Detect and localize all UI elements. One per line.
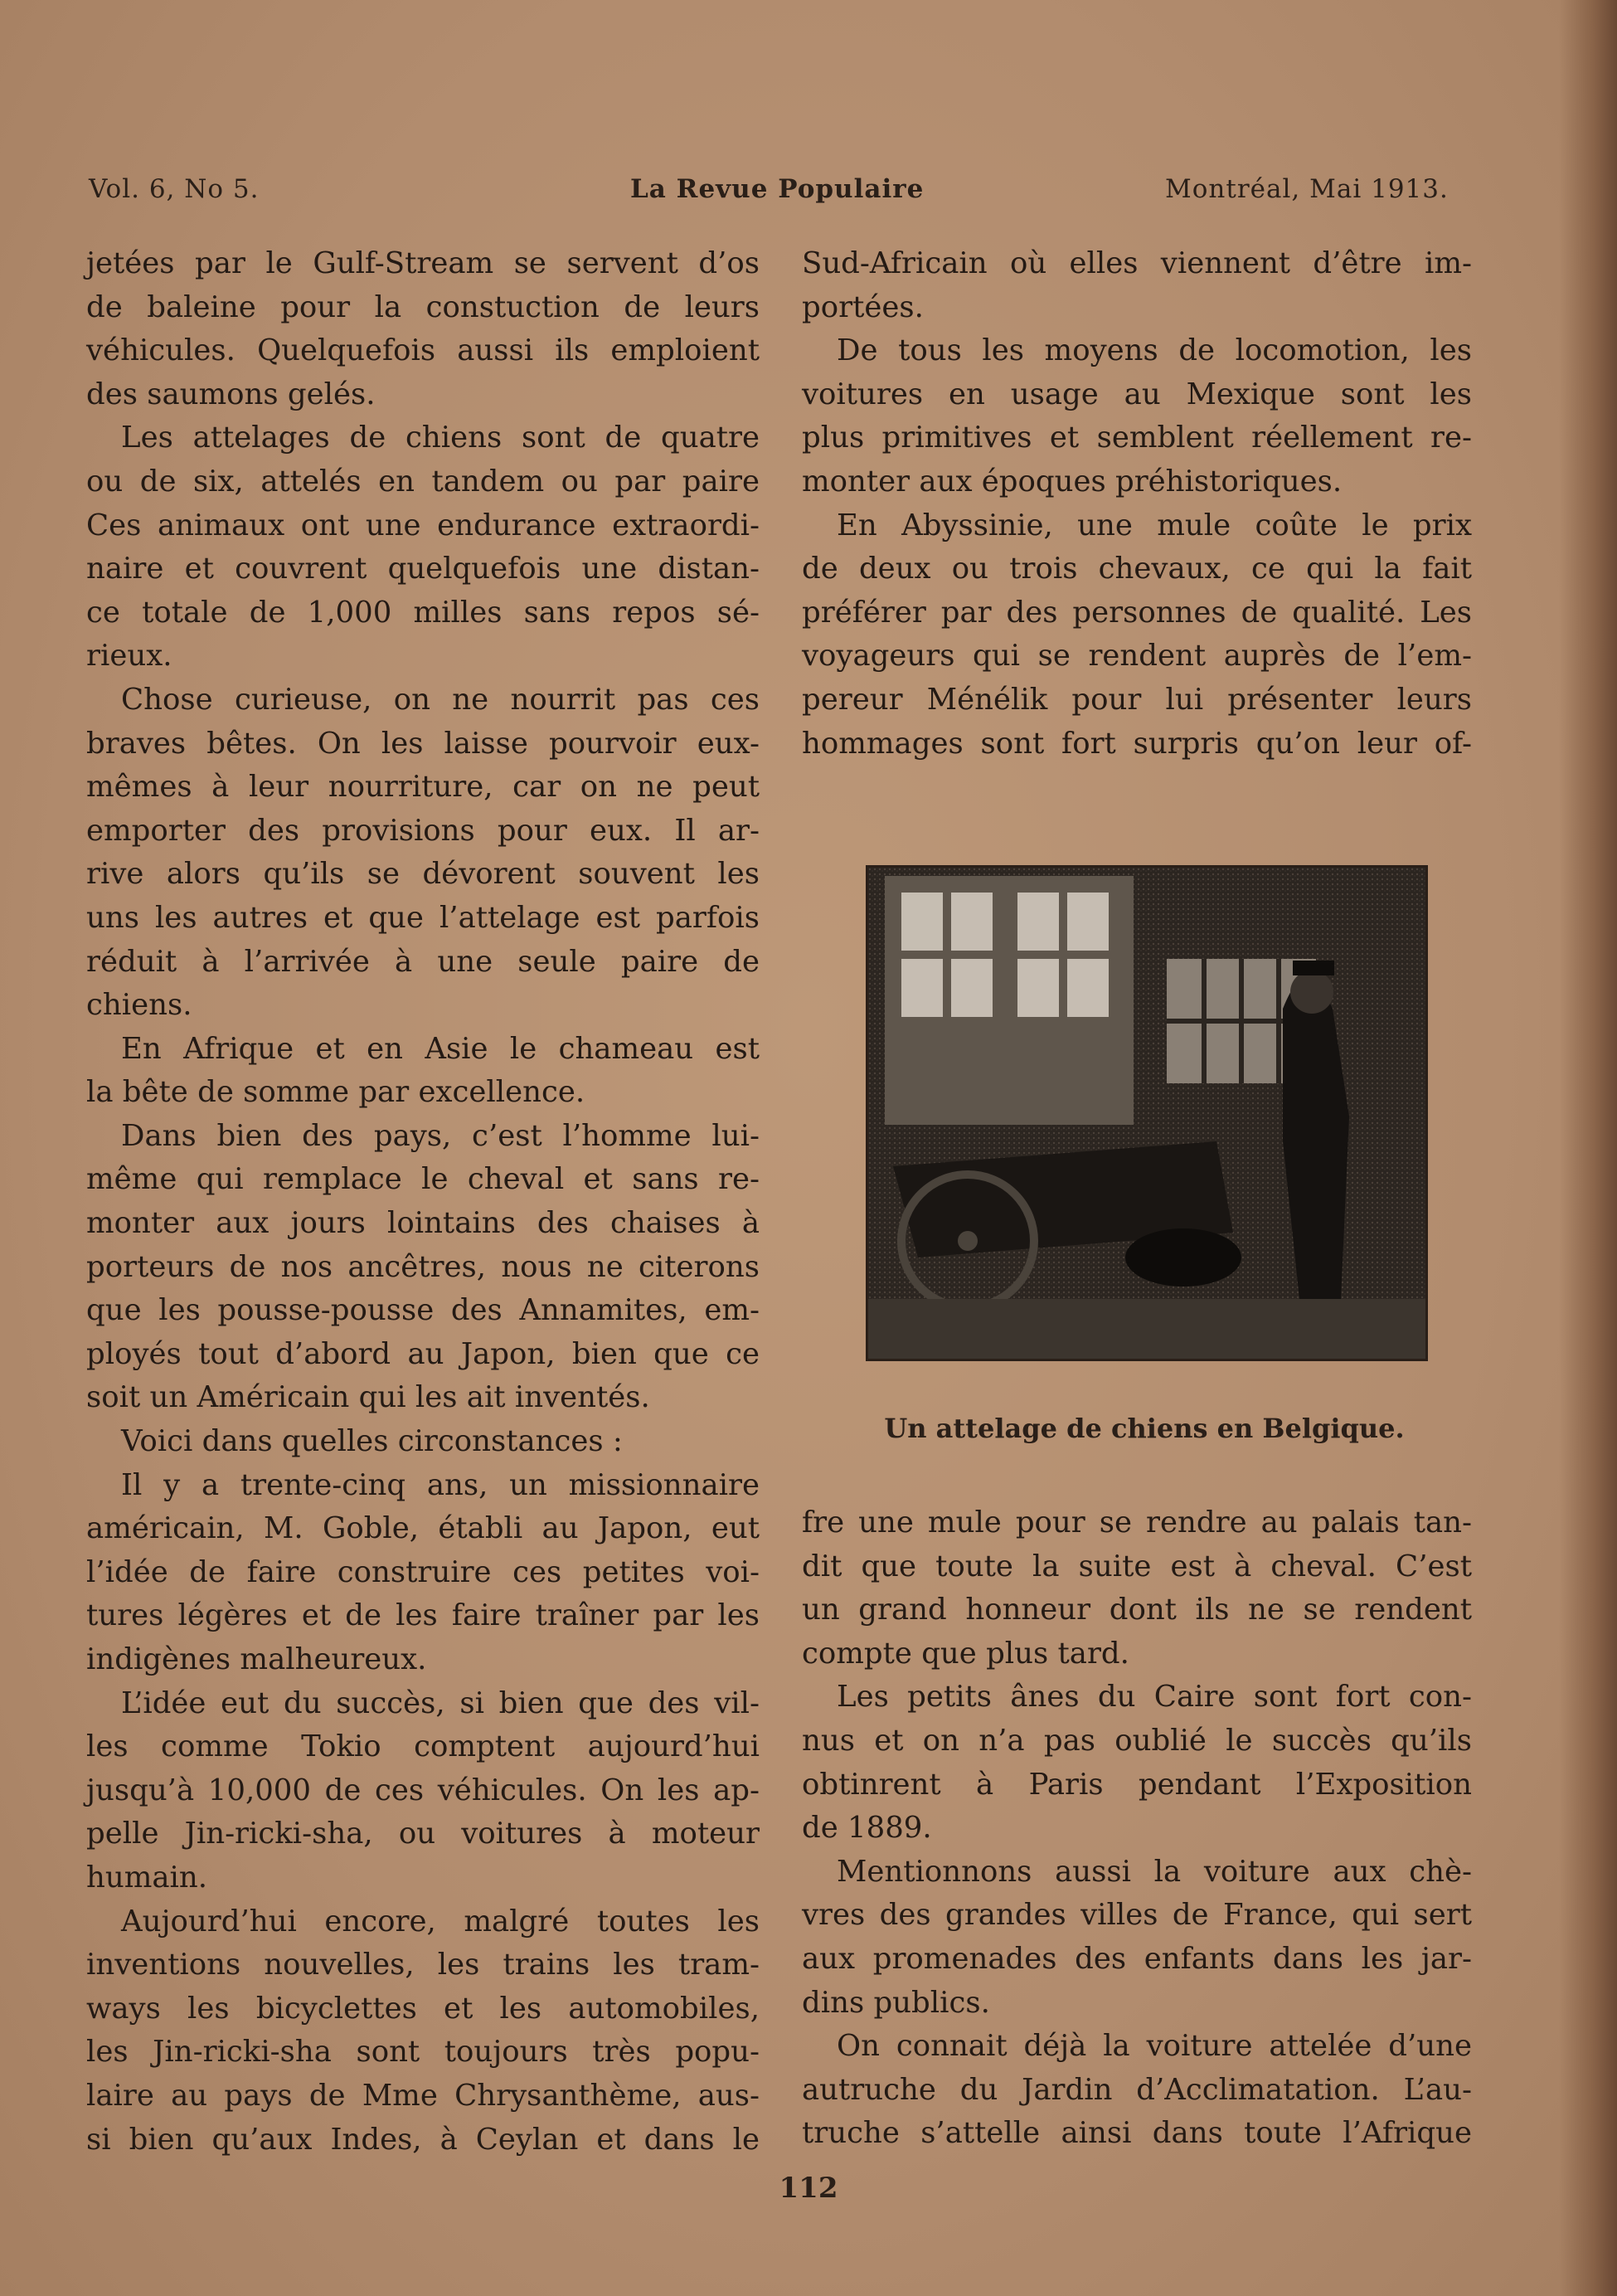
left-column — [86, 242, 760, 2162]
text-line: préférer par des personnes de qualité. Les — [802, 595, 1472, 630]
text-line: voyageurs qui se rendent auprès de l’em- — [802, 639, 1472, 674]
text-line: ou de six, attelés en tandem ou par paire — [86, 464, 760, 499]
text-line: humain. — [86, 1860, 208, 1895]
text-line: En Abyssinie, une mule coûte le prix — [837, 508, 1472, 542]
text-line: braves bêtes. On les laisse pourvoir eux- — [86, 726, 760, 761]
text-line: chiens. — [86, 988, 192, 1023]
right-column-bottom — [802, 1501, 1472, 2156]
text-line: indigènes malheureux. — [86, 1642, 427, 1676]
text-line: vres des grandes villes de France, qui sert — [802, 1898, 1472, 1933]
text-line: dins publics. — [802, 1985, 990, 2020]
text-line: autruche du Jardin d’Acclimatation. L’au- — [802, 2072, 1472, 2107]
text-line: Aujourd’hui encore, malgré toutes les — [121, 1904, 760, 1938]
text-line: Les petits ânes du Caire sont fort con- — [837, 1680, 1472, 1715]
text-line: Sud-Africain où elles viennent d’être im- — [802, 246, 1472, 280]
text-line: uns les autres et que l’attelage est parfois — [86, 900, 760, 935]
text-line: dit que toute la suite est à cheval. C’est — [802, 1549, 1472, 1583]
text-line: réduit à l’arrivée à une seule paire de — [86, 944, 760, 979]
text-line: voitures en usage au Mexique sont les — [802, 377, 1472, 411]
page-number: 112 — [779, 2172, 838, 2205]
text-line: de 1889. — [802, 1811, 932, 1846]
text-line: jetées par le Gulf-Stream se servent d’os — [86, 246, 760, 280]
text-line: hommages sont fort surpris qu’on leur of- — [802, 726, 1472, 761]
text-line: américain, M. Goble, établi au Japon, eut — [86, 1511, 760, 1546]
text-line: Mentionnons aussi la voiture aux chè- — [837, 1854, 1472, 1889]
text-line: si bien qu’aux Indes, à Ceylan et dans le — [86, 2122, 760, 2157]
text-line: l’idée de faire construire ces petites voi- — [86, 1554, 760, 1589]
text-line: truche s’attelle ainsi dans toute l’Afrique — [802, 2116, 1472, 2151]
text-line: porteurs de nos ancêtres, nous ne citerons — [86, 1249, 760, 1284]
text-line: aux promenades des enfants dans les jar- — [802, 1941, 1472, 1976]
text-line: monter aux jours lointains des chaises à — [86, 1206, 760, 1241]
text-line: de baleine pour la constuction de leurs — [86, 289, 760, 324]
text-line: portées. — [802, 289, 924, 324]
text-line: pelle Jin-ricki-sha, ou voitures à moteur — [86, 1817, 760, 1851]
right-column-continued — [802, 1501, 1472, 2156]
text-line: compte que plus tard. — [802, 1636, 1129, 1671]
text-line: En Afrique et en Asie le chameau est — [121, 1031, 760, 1066]
text-line: la bête de somme par excellence. — [86, 1075, 585, 1110]
text-line: mêmes à leur nourriture, car on ne peut — [86, 770, 760, 805]
text-line: ways les bicyclettes et les automobiles, — [86, 1991, 760, 2026]
issue-date: Montréal, Mai 1913. — [1165, 174, 1449, 204]
text-line: soit un Américain qui les ait inventés. — [86, 1380, 650, 1415]
text-line: véhicules. Quelquefois aussi ils emploient — [86, 333, 760, 368]
text-line: Voici dans quelles circonstances : — [121, 1424, 623, 1459]
text-line: naire et couvrent quelquefois une distan- — [86, 552, 760, 586]
text-line: jusqu’à 10,000 de ces véhicules. On les ap- — [86, 1773, 760, 1807]
text-line: rieux. — [86, 639, 172, 674]
text-line: Chose curieuse, on ne nourrit pas ces — [121, 682, 760, 717]
text-line: On connait déjà la voiture attelée d’une — [837, 2029, 1472, 2064]
text-line: plus primitives et semblent réellement re- — [802, 421, 1472, 455]
text-line: des saumons gelés. — [86, 377, 376, 411]
text-line: même qui remplace le cheval et sans re- — [86, 1162, 760, 1197]
text-line: fre une mule pour se rendre au palais tan- — [802, 1506, 1472, 1540]
page-edge-shadow — [1559, 0, 1617, 2296]
text-line: ce totale de 1,000 milles sans repos sé- — [86, 595, 760, 630]
right-column — [802, 242, 1472, 766]
text-line: Ces animaux ont une endurance extraordi- — [86, 508, 760, 542]
text-line: nus et on n’a pas oublié le succès qu’ils — [802, 1723, 1472, 1758]
text-line: emporter des provisions pour eux. Il ar- — [86, 813, 760, 848]
text-line: L’idée eut du succès, si bien que des vil- — [121, 1686, 760, 1720]
text-line: ployés tout d’abord au Japon, bien que ce — [86, 1336, 760, 1371]
text-line: les comme Tokio comptent aujourd’hui — [86, 1729, 760, 1764]
text-line: De tous les moyens de locomotion, les — [837, 333, 1472, 368]
photo-dog-cart — [866, 865, 1428, 1361]
text-line: laire au pays de Mme Chrysanthème, aus- — [86, 2078, 760, 2113]
text-line: les Jin-ricki-sha sont toujours très popu- — [86, 2035, 760, 2070]
text-line: Dans bien des pays, c’est l’homme lui- — [121, 1118, 760, 1153]
journal-title: La Revue Populaire — [630, 174, 925, 204]
text-line: tures légères et de les faire traîner par les — [86, 1598, 760, 1633]
text-line: rive alors qu’ils se dévorent souvent les — [86, 857, 760, 892]
text-line: monter aux époques préhistoriques. — [802, 464, 1343, 499]
text-line: un grand honneur dont ils ne se rendent — [802, 1593, 1472, 1627]
issue-volume: Vol. 6, No 5. — [89, 174, 260, 204]
text-line: obtinrent à Paris pendant l’Exposition — [802, 1767, 1472, 1802]
text-line: Il y a trente-cinq ans, un missionnaire — [121, 1467, 760, 1502]
figure-caption: Un attelage de chiens en Belgique. — [884, 1413, 1405, 1444]
text-line: que les pousse-pousse des Annamites, em- — [86, 1293, 760, 1328]
right-column-top — [802, 242, 1472, 766]
text-line: de deux ou trois chevaux, ce qui la fait — [802, 552, 1472, 586]
text-line: inventions nouvelles, les trains les tram- — [86, 1948, 760, 1982]
text-line: Les attelages de chiens sont de quatre — [121, 421, 760, 455]
text-line: pereur Ménélik pour lui présenter leurs — [802, 682, 1472, 717]
